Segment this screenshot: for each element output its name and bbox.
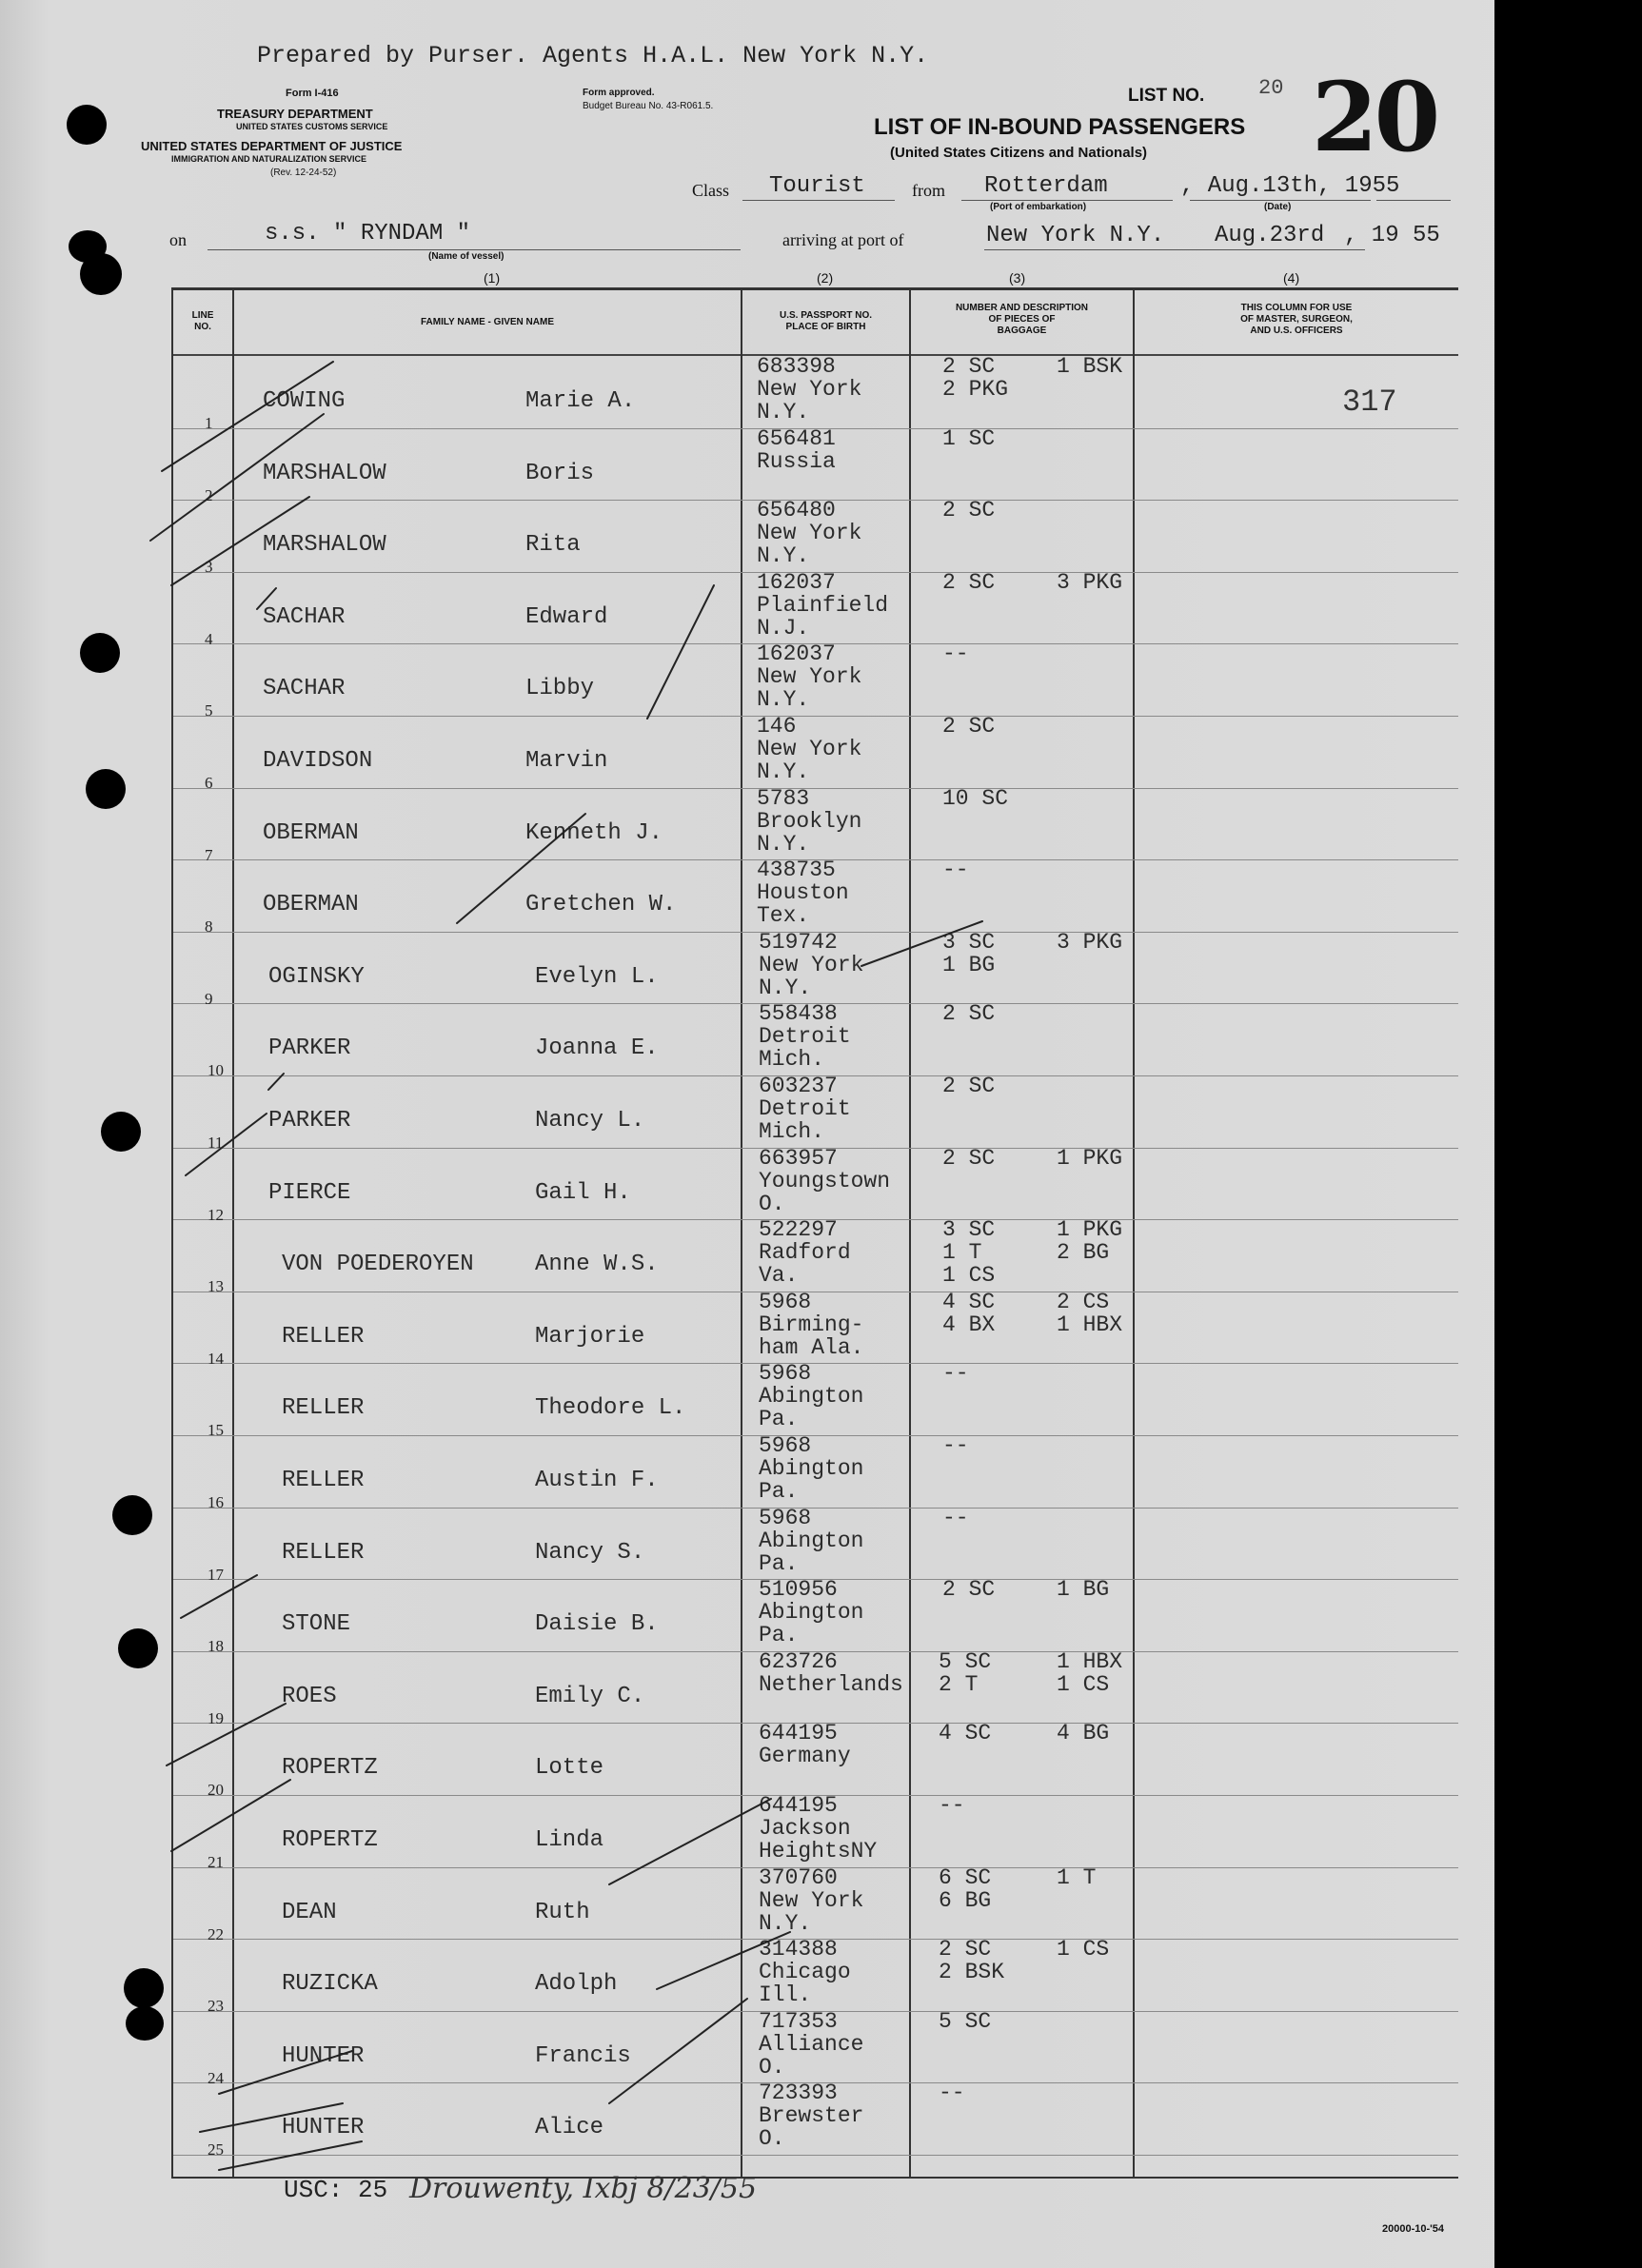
- departure-date: , Aug.13th: [1180, 173, 1318, 199]
- passport-and-birthplace: 146 New York N.Y.: [757, 714, 862, 784]
- given-name: Joanna E.: [535, 1035, 659, 1062]
- given-name: Nancy S.: [535, 1539, 645, 1566]
- departure-year: , 1955: [1317, 173, 1400, 199]
- passport-and-birthplace: 162037 Plainfield N.J.: [757, 569, 889, 641]
- date-caption: (Date): [1264, 202, 1292, 212]
- line-number: 24: [208, 2068, 224, 2087]
- line-number: 20: [208, 1781, 224, 1800]
- line-number: 5: [205, 701, 213, 720]
- passport-and-birthplace: 438735 Houston Tex.: [757, 858, 849, 929]
- passport-and-birthplace: 656481 Russia: [757, 425, 836, 474]
- family-name: SACHAR: [263, 603, 346, 630]
- line-number: 12: [208, 1205, 224, 1224]
- form-code: 20000-10-'54: [1382, 2223, 1445, 2235]
- given-name: Alice: [535, 2115, 604, 2141]
- passport-and-birthplace: 370760 New York N.Y.: [759, 1864, 864, 1936]
- given-name: Edward: [525, 603, 608, 630]
- passport-and-birthplace: 558438 Detroit Mich.: [759, 1001, 851, 1073]
- embarkation-caption: (Port of embarkation): [990, 202, 1087, 212]
- col-num-2: (2): [817, 270, 834, 286]
- passport-and-birthplace: 510956 Abington Pa.: [759, 1577, 864, 1648]
- arrival-year: , 19 55: [1344, 223, 1440, 248]
- baggage-primary: 2 SC: [942, 714, 996, 739]
- baggage-primary: --: [942, 1505, 969, 1530]
- baggage-primary: 2 SC: [942, 1145, 996, 1171]
- arrival-port: New York N.Y.: [986, 223, 1165, 248]
- baggage-primary: --: [939, 1793, 965, 1818]
- arrival-date: Aug.23rd: [1215, 223, 1325, 248]
- family-name: SACHAR: [263, 676, 346, 702]
- line-number: 7: [205, 845, 213, 864]
- given-name: Daisie B.: [535, 1611, 659, 1638]
- family-name: ROES: [282, 1683, 337, 1709]
- class-label: Class: [692, 181, 730, 200]
- prepared-by-line: Prepared by Purser. Agents H.A.L. New York N.Y.: [257, 42, 929, 69]
- baggage-primary: 5 SC 2 T: [939, 1648, 992, 1697]
- family-name: PIERCE: [268, 1179, 351, 1206]
- family-name: RELLER: [282, 1468, 365, 1493]
- family-name: RUZICKA: [282, 1971, 378, 1998]
- family-name: DAVIDSON: [263, 748, 373, 774]
- line-number: 25: [208, 2140, 224, 2160]
- family-name: COWING: [263, 388, 346, 414]
- on-label: on: [169, 230, 187, 249]
- document-title: LIST OF IN-BOUND PASSENGERS: [874, 114, 1246, 140]
- family-name: RELLER: [282, 1323, 365, 1350]
- officer-signature: Drouwenty, Ixbj 8/23/55: [409, 2172, 758, 2205]
- passport-and-birthplace: 623726 Netherlands: [759, 1648, 903, 1697]
- col-header-officers: THIS COLUMN FOR USE OF MASTER, SURGEON, AND U.S. OFFICERS: [1240, 303, 1353, 336]
- passport-and-birthplace: 5968 Abington Pa.: [759, 1361, 864, 1432]
- given-name: Emily C.: [535, 1683, 645, 1709]
- baggage-secondary: 3 PKG: [1057, 569, 1123, 595]
- family-name: DEAN: [282, 1899, 337, 1925]
- baggage-secondary: 1 BSK: [1057, 354, 1123, 379]
- line-number: 19: [208, 1708, 224, 1727]
- baggage-primary: --: [942, 858, 969, 883]
- family-name: ROPERTZ: [282, 1827, 378, 1853]
- form-revision: (Rev. 12-24-52): [270, 168, 337, 178]
- vessel-name: s.s. " RYNDAM ": [265, 221, 471, 247]
- given-name: Gail H.: [535, 1179, 631, 1206]
- col-header-name: FAMILY NAME - GIVEN NAME: [420, 317, 554, 327]
- family-name: HUNTER: [282, 2042, 365, 2069]
- given-name: Ruth: [535, 1899, 590, 1925]
- passport-and-birthplace: 522297 Radford Va.: [759, 1217, 851, 1289]
- baggage-primary: 4 SC 4 BX: [942, 1289, 996, 1337]
- line-number: 16: [208, 1493, 224, 1511]
- col-header-line-no: LINE NO.: [191, 310, 214, 332]
- col-num-1: (1): [484, 270, 501, 286]
- baggage-primary: --: [942, 1361, 969, 1387]
- baggage-primary: 2 SC: [942, 1577, 996, 1603]
- from-label: from: [912, 181, 945, 200]
- baggage-primary: 4 SC: [939, 1721, 992, 1746]
- baggage-primary: 3 SC 1 T 1 CS: [942, 1217, 996, 1289]
- line-number: 1: [205, 414, 213, 432]
- col-num-4: (4): [1283, 270, 1300, 286]
- usc-count: USC: 25: [284, 2176, 388, 2204]
- given-name: Theodore L.: [535, 1395, 686, 1422]
- given-name: Marjorie: [535, 1323, 645, 1350]
- family-name: PARKER: [268, 1035, 351, 1062]
- baggage-primary: 2 SC: [942, 1074, 996, 1098]
- baggage-primary: 5 SC: [939, 2008, 992, 2034]
- col-header-baggage: NUMBER AND DESCRIPTION OF PIECES OF BAGGAGE: [955, 303, 1089, 336]
- passport-and-birthplace: 644195 Jackson HeightsNY: [759, 1793, 878, 1864]
- line-number: 4: [205, 629, 213, 648]
- given-name: Francis: [535, 2042, 631, 2069]
- given-name: Anne W.S.: [535, 1252, 659, 1278]
- line-number: 18: [208, 1637, 224, 1656]
- family-name: OGINSKY: [268, 963, 365, 990]
- line-number: 9: [205, 989, 213, 1008]
- line-number: 14: [208, 1349, 224, 1368]
- family-name: MARSHALOW: [263, 460, 386, 486]
- given-name: Evelyn L.: [535, 963, 659, 990]
- baggage-primary: 1 SC: [942, 425, 996, 451]
- line-number: 21: [208, 1853, 224, 1871]
- baggage-primary: 2 SC: [942, 1001, 996, 1027]
- family-name: ROPERTZ: [282, 1755, 378, 1782]
- document-subtitle: (United States Citizens and Nationals): [890, 145, 1148, 161]
- given-name: Linda: [535, 1827, 604, 1853]
- line-number: 13: [208, 1277, 224, 1296]
- given-name: Marvin: [525, 748, 608, 774]
- line-number: 11: [208, 1134, 224, 1152]
- col-header-passport: U.S. PASSPORT NO. PLACE OF BIRTH: [779, 310, 873, 332]
- passport-and-birthplace: 5783 Brooklyn N.Y.: [757, 785, 862, 857]
- passport-and-birthplace: 314388 Chicago Ill.: [759, 1937, 851, 2008]
- baggage-primary: --: [939, 2081, 965, 2106]
- passport-and-birthplace: 5968 Abington Pa.: [759, 1505, 864, 1576]
- passport-and-birthplace: 5968 Birming- ham Ala.: [759, 1289, 864, 1360]
- passport-and-birthplace: 723393 Brewster O.: [759, 2081, 864, 2152]
- family-name: VON POEDEROYEN: [282, 1252, 474, 1278]
- list-no-label: LIST NO.: [1128, 86, 1205, 106]
- given-name: Adolph: [535, 1971, 618, 1998]
- col-num-3: (3): [1009, 270, 1026, 286]
- family-name: STONE: [282, 1611, 351, 1638]
- given-name: Marie A.: [525, 388, 636, 414]
- port-of-embarkation: Rotterdam: [984, 173, 1108, 199]
- baggage-secondary: 1 PKG 2 BG: [1057, 1217, 1123, 1266]
- treasury-department: TREASURY DEPARTMENT: [217, 107, 373, 121]
- passport-and-birthplace: 644195 Germany: [759, 1721, 851, 1769]
- line-number: 22: [208, 1924, 224, 1943]
- passport-and-birthplace: 5968 Abington Pa.: [759, 1433, 864, 1504]
- baggage-secondary: 1 BG: [1057, 1577, 1110, 1603]
- list-no-typed: 20: [1258, 76, 1284, 100]
- passport-and-birthplace: 717353 Alliance O.: [759, 2008, 864, 2080]
- vessel-caption: (Name of vessel): [428, 251, 504, 262]
- baggage-primary: 10 SC: [942, 785, 1009, 811]
- given-name: Kenneth J.: [525, 819, 663, 846]
- baggage-secondary: 4 BG: [1057, 1721, 1110, 1746]
- given-name: Gretchen W.: [525, 892, 677, 918]
- given-name: Rita: [525, 532, 581, 559]
- passport-and-birthplace: 603237 Detroit Mich.: [759, 1074, 851, 1144]
- budget-bureau: Budget Bureau No. 43-R061.5.: [583, 101, 714, 111]
- baggage-primary: 2 SC: [942, 569, 996, 595]
- officer-note: 317: [1342, 385, 1397, 420]
- line-number: 17: [208, 1565, 224, 1584]
- baggage-secondary: 1 CS: [1057, 1937, 1110, 1962]
- baggage-primary: --: [942, 641, 969, 667]
- family-name: RELLER: [282, 1539, 365, 1566]
- family-name: OBERMAN: [263, 819, 359, 846]
- given-name: Lotte: [535, 1755, 604, 1782]
- passport-and-birthplace: 519742 New York N.Y.: [759, 929, 864, 1000]
- line-number: 3: [205, 558, 213, 577]
- customs-service: UNITED STATES CUSTOMS SERVICE: [236, 122, 388, 131]
- class-value: Tourist: [769, 173, 865, 199]
- baggage-primary: 6 SC 6 BG: [939, 1864, 992, 1913]
- passport-and-birthplace: 683398 New York N.Y.: [757, 354, 862, 424]
- line-number: 15: [208, 1421, 224, 1440]
- family-name: HUNTER: [282, 2115, 365, 2141]
- form-approved: Form approved.: [583, 88, 655, 98]
- list-no-large: 20: [1312, 61, 1437, 173]
- given-name: Austin F.: [535, 1468, 659, 1493]
- department-of-justice: UNITED STATES DEPARTMENT OF JUSTICE: [141, 139, 403, 153]
- immigration-service: IMMIGRATION AND NATURALIZATION SERVICE: [171, 154, 366, 164]
- line-number: 8: [205, 917, 213, 937]
- baggage-primary: 3 SC 1 BG: [942, 929, 996, 977]
- baggage-secondary: 1 PKG: [1057, 1145, 1123, 1171]
- baggage-primary: 2 SC 2 BSK: [939, 1937, 1005, 1985]
- baggage-primary: 2 SC: [942, 498, 996, 523]
- given-name: Libby: [525, 676, 595, 702]
- line-number: 2: [205, 485, 213, 504]
- family-name: RELLER: [282, 1395, 365, 1422]
- family-name: OBERMAN: [263, 892, 359, 918]
- arriving-label: arriving at port of: [782, 230, 904, 249]
- form-number: Form I-416: [286, 88, 339, 99]
- passport-and-birthplace: 656480 New York N.Y.: [757, 498, 862, 569]
- passport-and-birthplace: 663957 Youngstown O.: [759, 1145, 891, 1216]
- baggage-primary: 2 SC 2 PKG: [942, 354, 1009, 402]
- baggage-secondary: 3 PKG: [1057, 929, 1123, 955]
- passport-and-birthplace: 162037 New York N.Y.: [757, 641, 862, 713]
- line-number: 6: [205, 774, 213, 792]
- family-name: PARKER: [268, 1108, 351, 1134]
- baggage-secondary: 1 HBX 1 CS: [1057, 1648, 1123, 1697]
- given-name: Boris: [525, 460, 595, 486]
- baggage-primary: --: [942, 1433, 969, 1458]
- family-name: MARSHALOW: [263, 532, 386, 559]
- baggage-secondary: 2 CS 1 HBX: [1057, 1289, 1123, 1337]
- line-number: 10: [208, 1061, 224, 1080]
- baggage-secondary: 1 T: [1057, 1864, 1097, 1890]
- given-name: Nancy L.: [535, 1108, 645, 1134]
- line-number: 23: [208, 1997, 224, 2016]
